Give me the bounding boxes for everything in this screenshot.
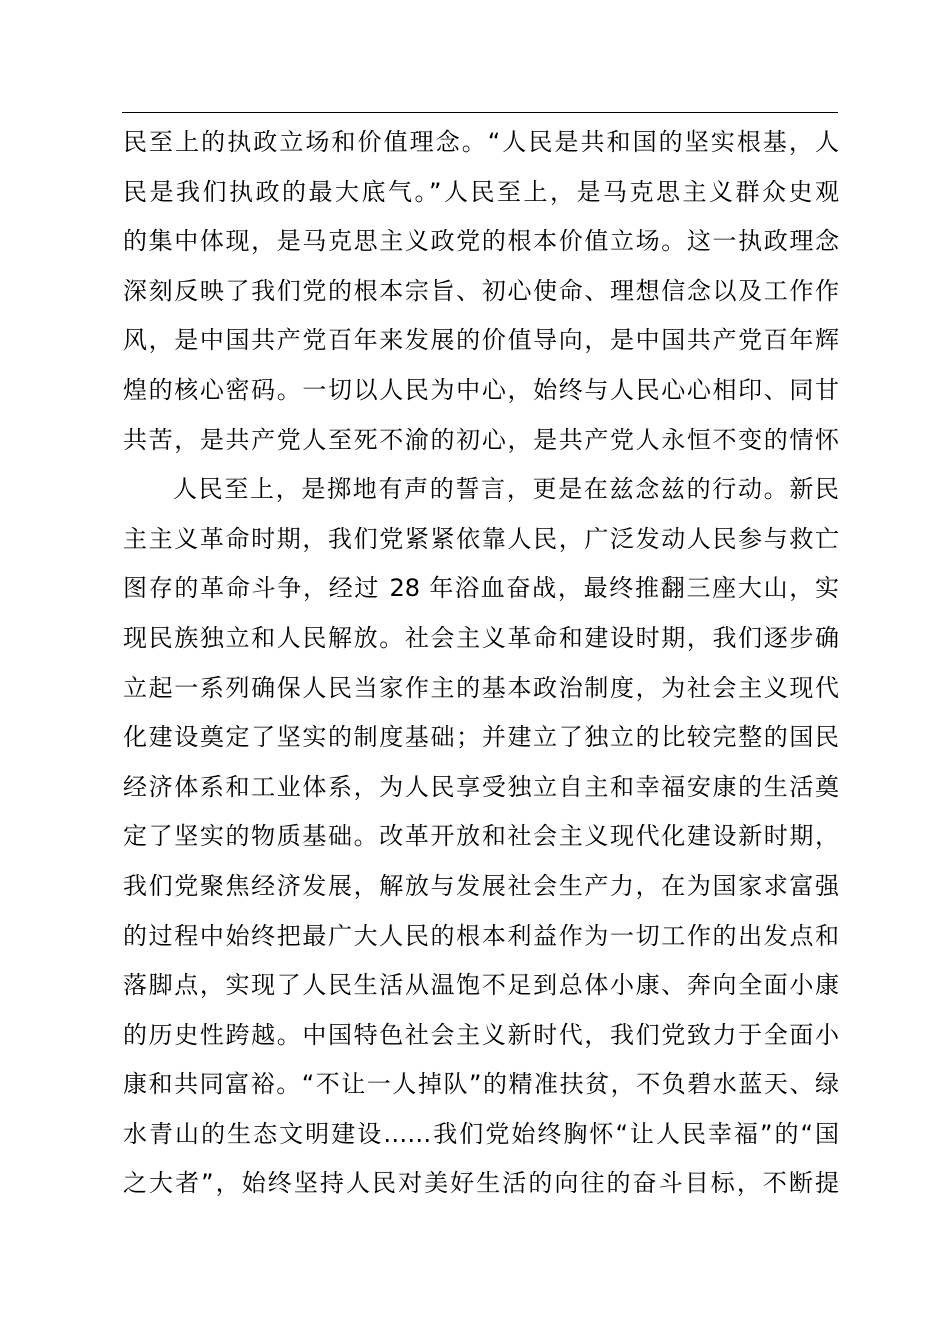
text-line: 民是我们执政的最大底气。”人民至上，是马克思主义群众史观	[123, 177, 839, 206]
text-line: 民至上的执政立场和价值理念。“人民是共和国的坚实根基，人	[123, 128, 839, 156]
text-line: 化建设奠定了坚实的制度基础；并建立了独立的比较完整的国民	[123, 723, 839, 752]
text-line: 的集中体现，是马克思主义政党的根本价值立场。这一执政理念	[123, 227, 839, 256]
text-line: 风，是中国共产党百年来发展的价值导向，是中国共产党百年辉	[123, 326, 839, 355]
text-line: 共苦，是共产党人至死不渝的初心，是共产党人永恒不变的情怀	[123, 425, 839, 454]
text-line: 的过程中始终把最广大人民的根本利益作为一切工作的出发点和	[123, 921, 839, 950]
text-line: 现民族独立和人民解放。社会主义革命和建设时期，我们逐步确	[123, 623, 839, 652]
header-rule	[122, 112, 838, 113]
text-line: 深刻反映了我们党的根本宗旨、初心使命、理想信念以及工作作	[123, 276, 839, 305]
text-line: 立起一系列确保人民当家作主的基本政治制度，为社会主义现代	[123, 673, 839, 702]
text-line: 经济体系和工业体系，为人民享受独立自主和幸福安康的生活奠	[123, 772, 839, 801]
text-line: 人民至上，是掷地有声的誓言，更是在兹念兹的行动。新民	[173, 475, 839, 504]
paragraph-1	[123, 118, 839, 465]
text-line: 我们党聚焦经济发展，解放与发展社会生产力，在为国家求富强	[123, 871, 839, 900]
text-line: 主主义革命时期，我们党紧紧依靠人民，广泛发动人民参与救亡	[123, 524, 839, 553]
text-line: 煌的核心密码。一切以人民为中心，始终与人民心心相印、同甘	[123, 375, 839, 404]
text-line: 图存的革命斗争，经过 28 年浴血奋战，最终推翻三座大山，实	[123, 574, 839, 603]
text-line: 落脚点，实现了人民生活从温饱不足到总体小康、奔向全面小康	[123, 971, 839, 1000]
text-line: 水青山的生态文明建设……我们党始终胸怀“让人民幸福”的“国	[123, 1119, 839, 1148]
paragraph-2	[123, 465, 839, 1209]
text-line: 的历史性跨越。中国特色社会主义新时代，我们党致力于全面小	[123, 1020, 839, 1049]
text-line: 之大者”，始终坚持人民对美好生活的向往的奋斗目标，不断提	[123, 1169, 839, 1198]
document-body	[123, 118, 839, 1209]
text-line: 定了坚实的物质基础。改革开放和社会主义现代化建设新时期，	[123, 822, 839, 851]
text-line: 康和共同富裕。“不让一人掉队”的精准扶贫，不负碧水蓝天、绿	[123, 1070, 839, 1099]
